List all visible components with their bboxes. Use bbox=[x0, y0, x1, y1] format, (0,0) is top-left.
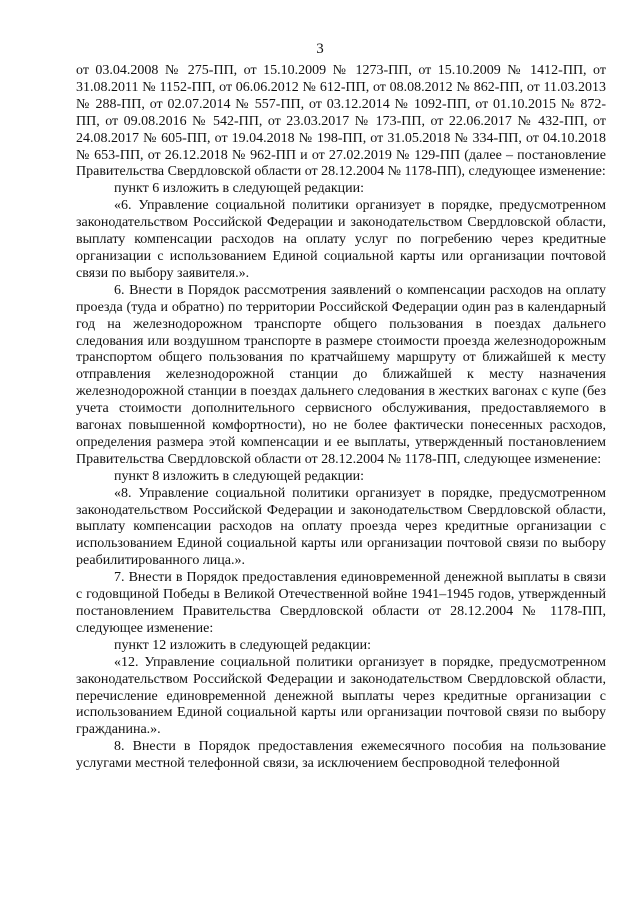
paragraph-item-6-heading: пункт 6 изложить в следующей редакции: bbox=[114, 181, 364, 197]
paragraph-item-12-text: «12. Управление социальной политики организует в порядке, предусмотренном законодательством Российской Федерации и законодательством Свердловской области, перечисление единовременной денежной выплаты через кредитные организации с использованием Единой социальной карты или организации почтовой связи по выбору гражданина.». bbox=[76, 654, 606, 738]
paragraph-item-6-text: «6. Управление социальной политики организует в порядке, предусмотренном законодательством Российской Федерации и законодательством Свердловской области, выплату компенсации расходов на оплату услуг по погребению через кредитные организации с использованием Единой социальной карты или организации почтовой связи по выбору заявителя.». bbox=[76, 198, 606, 281]
paragraph-item-12-heading: пункт 12 изложить в следующей редакции: bbox=[114, 637, 371, 653]
paragraph-section-7: 7. Внести в Порядок предоставления единовременной денежной выплаты в связи с годовщиной Победы в Великой Отечественной войне 1941–1945 годов, утвержденный постановлением Правительства Свердловской области от 28.12.2004 № 1178-ПП, следующее изменение: bbox=[76, 570, 606, 636]
paragraph-item-8-text: «8. Управление социальной политики организует в порядке, предусмотренном законодательством Российской Федерации и законодательством Свердловской области, выплату компенсации расходов на оплату проезда через кредитные организации с использованием Единой социальной карты или организации почтовой связи по выбору реабилитированного лица.». bbox=[76, 485, 606, 569]
paragraph-section-6: 6. Внести в Порядок рассмотрения заявлений о компенсации расходов на оплату проезда (туда и обратно) по территории Российской Федерации один раз в календарный год на железнодорожном транспорте общего пользования в поездах дальнего следования или воздушном транспорте в размере стоимости проезда железнодорожным транспортом общего пользования по кратчайшему маршруту от ближайшей к месту отправления железнодорожной станции до ближайшей к месту назначения железнодорожной станции в поездах дальнего следования в жестких вагонах с купе (без учета стоимости дополнительного сервисного обслуживания, предоставляемого в вагонах повышенной комфортности), но не более фактически понесенных расходов, определения размера этой компенсации и ее выплаты, утвержденный постановлением Правительства Свердловской области от 28.12.2004 № 1178-ПП, следующее изменение: bbox=[76, 282, 606, 467]
document-body bbox=[76, 63, 606, 773]
paragraph-section-8: 8. Внести в Порядок предоставления ежемесячного пособия на пользование услугами местной телефонной связи, за исключением беспроводной телефонной bbox=[76, 739, 606, 772]
paragraph-intro-list: от 03.04.2008 № 275-ПП, от 15.10.2009 № 1273-ПП, от 15.10.2009 № 1412-ПП, от 31.08.2011 № 1152-ПП, от 06.06.2012 № 612-ПП, от 08.08.2012 № 862-ПП, от 11.03.2013 № 288-ПП, от 02.07.2014 № 557-ПП, от 03.12.2014 № 1092-ПП, от 01.10.2015 № 872-ПП, от 09.08.2016 № 542-ПП, от 23.03.2017 № 173-ПП, от 22.06.2017 № 432-ПП, от 24.08.2017 № 605-ПП, от 19.04.2018 № 198-ПП, от 31.05.2018 № 334-ПП, от 04.10.2018 № 653-ПП, от 26.12.2018 № 962-ПП и от 27.02.2019 № 129-ПП (далее – постановление Правительства Свердловской области от 28.12.2004 № 1178-ПП), следующее изменение: bbox=[76, 63, 606, 180]
page-number: 3 bbox=[316, 41, 324, 57]
paragraph-item-8-heading: пункт 8 изложить в следующей редакции: bbox=[114, 468, 364, 484]
